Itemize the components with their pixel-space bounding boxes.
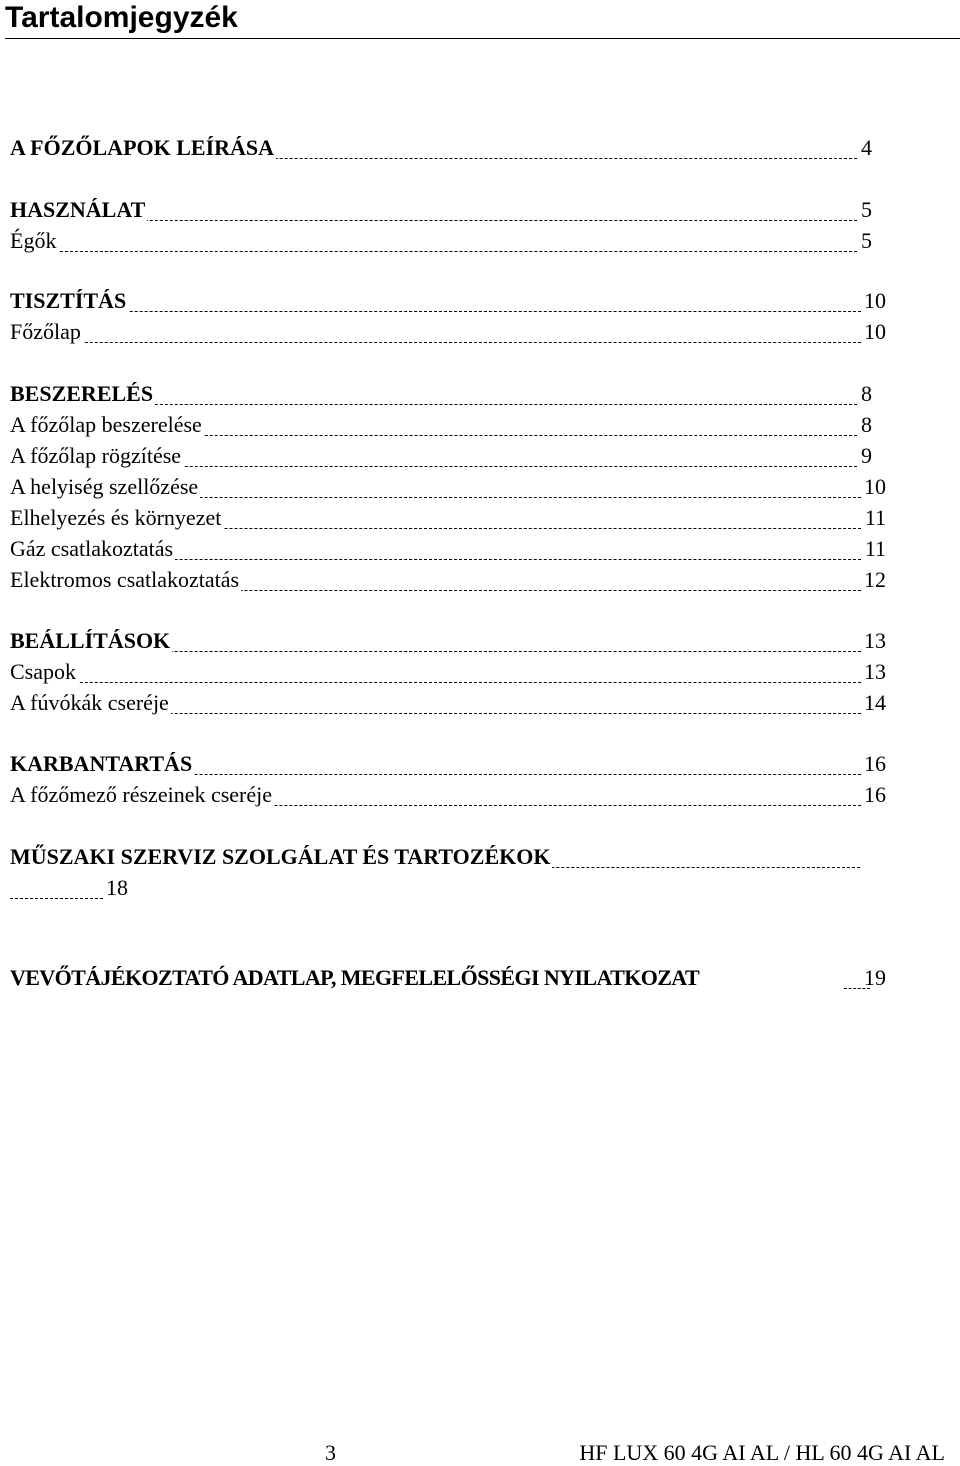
toc-entry-maintenance[interactable] [10, 750, 886, 778]
toc-page: 9 [861, 443, 872, 468]
toc-label: Csapok [10, 659, 76, 684]
toc-entry-taps[interactable] [10, 658, 886, 686]
toc-label: Égők [10, 228, 57, 253]
toc-label: Elektromos csatlakoztatás [10, 567, 240, 592]
toc-entry-customer-info[interactable] [10, 962, 886, 992]
toc-entry-placement[interactable] [10, 504, 886, 532]
toc-label: Főzőlap [10, 319, 81, 344]
toc-entry-installation[interactable] [10, 380, 872, 408]
toc-entry-burners[interactable] [10, 227, 872, 255]
toc-entry-usage[interactable] [10, 196, 872, 224]
toc-label: Gáz csatlakoztatás [10, 536, 174, 561]
toc-entry-room-ventilation[interactable] [10, 473, 886, 501]
title-divider [5, 38, 960, 39]
toc-label: A fúvókák cseréje [10, 690, 169, 715]
footer-model-name: HF LUX 60 4G AI AL / HL 60 4G AI AL [579, 1440, 945, 1465]
toc-label: KARBANTARTÁS [10, 751, 193, 776]
toc-label: A főzőlap rögzítése [10, 443, 182, 468]
toc-page: 8 [861, 381, 872, 406]
toc-label: A helyiség szellőzése [10, 474, 199, 499]
toc-page: 18 [106, 875, 128, 900]
toc-page: 12 [864, 567, 886, 592]
toc-entry-part-replacement[interactable] [10, 781, 886, 809]
leader-dots [10, 342, 886, 343]
toc-label: A FŐZŐLAPOK LEÍRÁSA [10, 135, 275, 160]
toc-entry-description[interactable] [10, 134, 872, 162]
toc-label: VEVŐTÁJÉKOZTATÓ ADATLAP, MEGFELELŐSSÉGI NYILATKOZAT [10, 965, 700, 990]
leader-dots [10, 311, 886, 312]
toc-page: 10 [864, 288, 886, 313]
toc-entry-cleaning[interactable] [10, 287, 886, 315]
leader-dots [10, 251, 872, 252]
leader-dots [10, 682, 886, 683]
toc-page: 13 [864, 628, 886, 653]
toc-page: 5 [861, 228, 872, 253]
toc-entry-gas-connection[interactable] [10, 535, 886, 563]
toc-page: 8 [861, 412, 872, 437]
toc-entry-hob-fixing[interactable] [10, 442, 872, 470]
page-title: Tartalomjegyzék [5, 1, 238, 34]
toc-page: 11 [864, 536, 886, 561]
toc-entry-electrical-connection[interactable] [10, 566, 886, 594]
toc-label: A főzőlap beszerelése [10, 412, 202, 437]
toc-label: A főzőmező részeinek cseréje [10, 782, 273, 807]
toc-page: 14 [864, 690, 886, 715]
footer-page-number: 3 [325, 1440, 336, 1465]
toc-label: BESZERELÉS [10, 381, 154, 406]
toc-page: 10 [864, 474, 886, 499]
toc-page: 5 [861, 197, 872, 222]
toc-label: HASZNÁLAT [10, 197, 146, 222]
toc-entry-hob-installation[interactable] [10, 411, 872, 439]
toc-page: 10 [864, 319, 886, 344]
toc-page: 16 [864, 782, 886, 807]
toc-entry-hob[interactable] [10, 318, 886, 346]
toc-label: TISZTÍTÁS [10, 288, 127, 313]
toc-page: 13 [864, 659, 886, 684]
toc-page: 11 [864, 505, 886, 530]
toc-page: 19 [864, 965, 886, 990]
toc-entry-settings[interactable] [10, 627, 886, 655]
toc-label: BEÁLLÍTÁSOK [10, 628, 171, 653]
toc-page: 16 [864, 751, 886, 776]
toc-entry-nozzle-replacement[interactable] [10, 689, 886, 717]
toc-label: MŰSZAKI SZERVIZ SZOLGÁLAT ÉS TARTOZÉKOK [10, 844, 551, 869]
toc-page: 4 [861, 135, 872, 160]
toc-label: Elhelyezés és környezet [10, 505, 222, 530]
